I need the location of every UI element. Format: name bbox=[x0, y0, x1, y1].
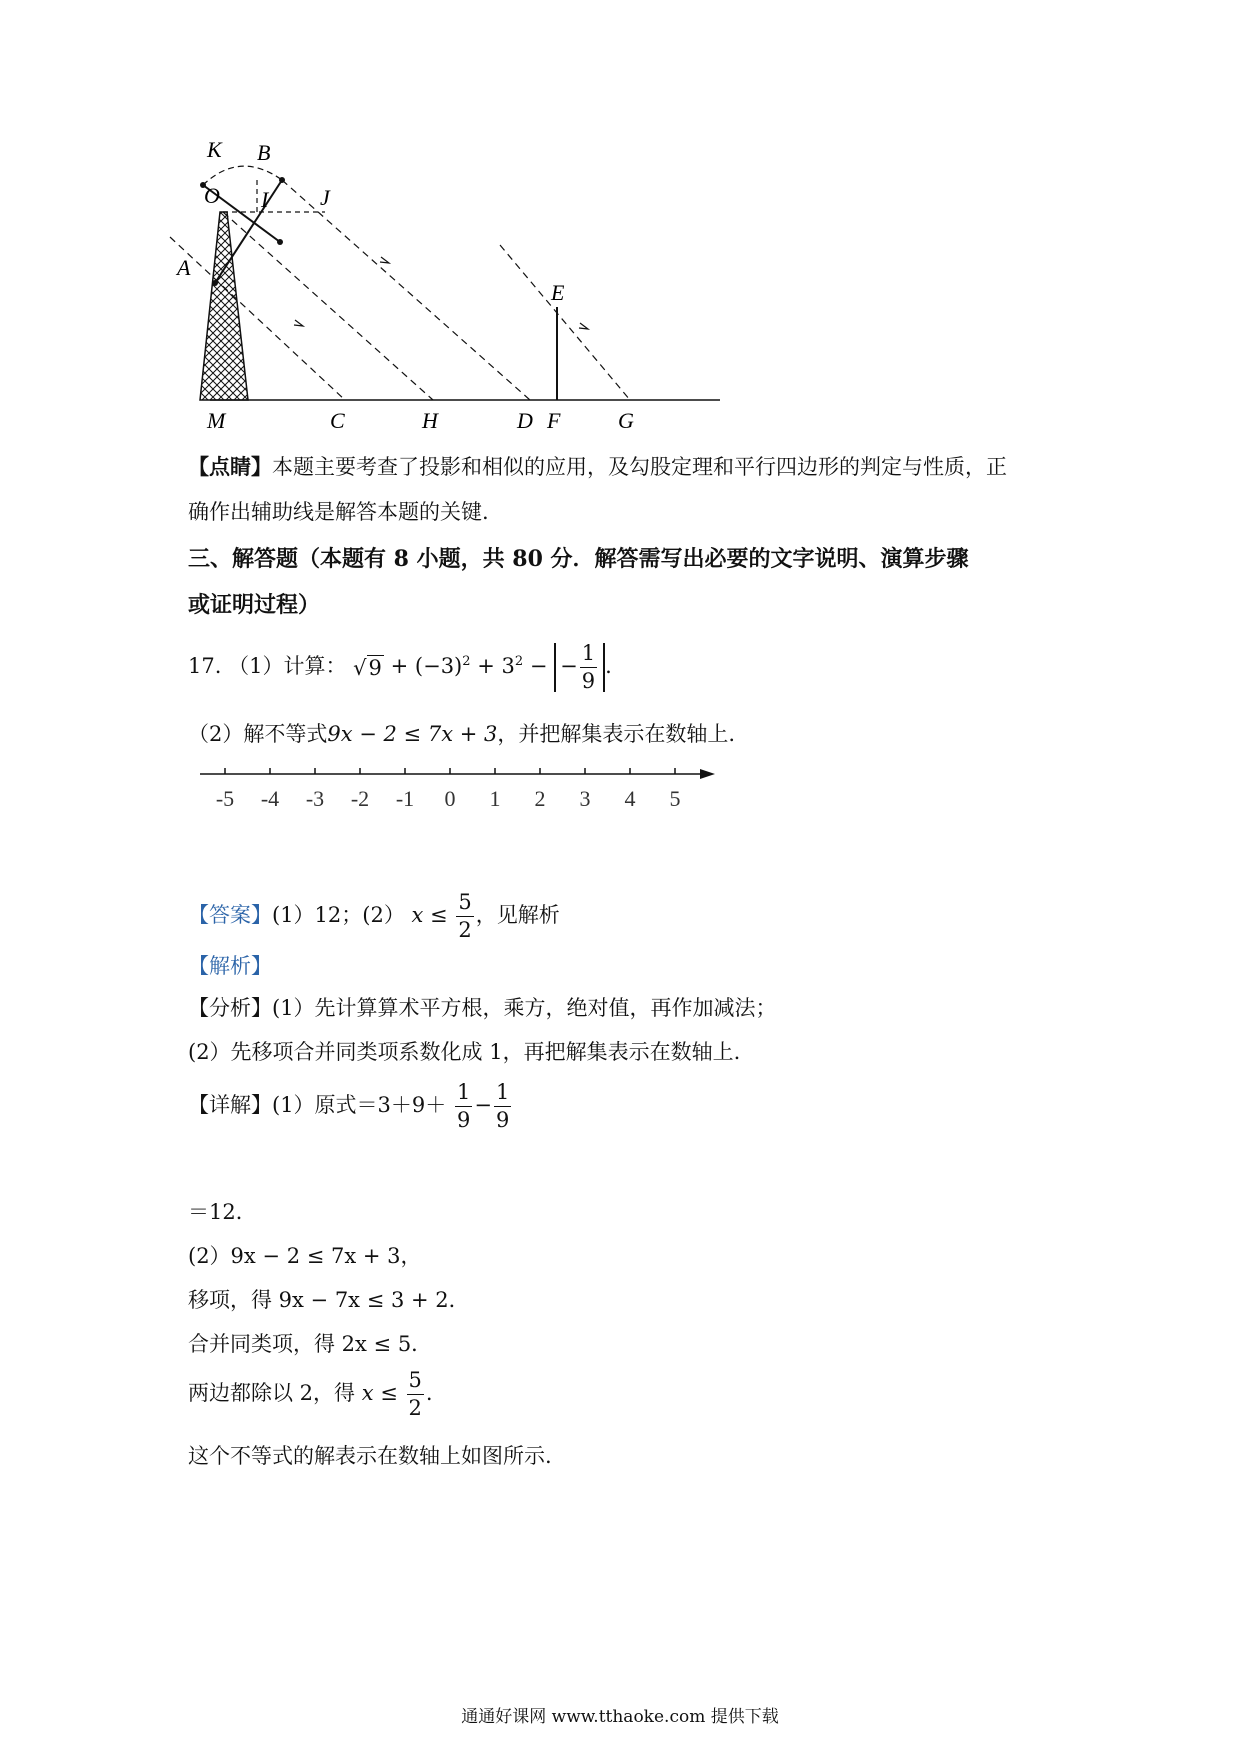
result-line: ＝12． bbox=[188, 1200, 257, 1224]
label-k: K bbox=[207, 137, 222, 162]
q17-part2: （2）解不等式9x − 2 ≤ 7x + 3，并把解集表示在数轴上. bbox=[188, 722, 736, 746]
label-d: D bbox=[517, 408, 533, 433]
label-f: F bbox=[547, 408, 561, 433]
answer-line: 【答案】(1）12；(2） x ≤ $\frac{5}{2}$ ，见解析 bbox=[188, 890, 560, 942]
footer-text: 通通好课网 www.tthaoke.com 提供下载 bbox=[461, 1707, 779, 1727]
number-line-label: -4 bbox=[260, 786, 280, 811]
label-o: O bbox=[204, 183, 220, 208]
number-line bbox=[195, 762, 715, 822]
fenxi-line-2: (2）先移项合并同类项系数化成 1，再把解集表示在数轴上. bbox=[188, 1040, 741, 1064]
section-heading-1: 三、解答题（本题有 8 小题，共 80 分．解答需写出必要的文字说明、演算步骤 bbox=[188, 546, 969, 572]
label-a: A bbox=[177, 255, 191, 280]
number-line-label: 3 bbox=[579, 786, 591, 811]
number-line-label: -3 bbox=[305, 786, 325, 811]
number-line-label: -2 bbox=[350, 786, 370, 811]
step-2: 移项，得 9x − 7x ≤ 3 + 2． bbox=[188, 1288, 470, 1312]
label-b: B bbox=[257, 140, 271, 165]
comment-line-2: 确作出辅助线是解答本题的关键. bbox=[188, 500, 489, 524]
label-m: M bbox=[207, 408, 226, 433]
step-3: 合并同类项，得 2x ≤ 5． bbox=[188, 1332, 433, 1356]
label-i: I bbox=[261, 187, 269, 212]
ray-e-g bbox=[500, 245, 630, 400]
number-line-label: 2 bbox=[534, 786, 546, 811]
tower bbox=[200, 212, 248, 400]
label-g: G bbox=[618, 408, 634, 433]
comment-line-1: 【点睛】本题主要考查了投影和相似的应用，及勾股定理和平行四边形的判定与性质，正 bbox=[188, 454, 1007, 479]
label-c: C bbox=[330, 408, 345, 433]
label-e: E bbox=[551, 280, 565, 305]
ray-o-h bbox=[223, 212, 433, 400]
number-line-label: -1 bbox=[395, 786, 415, 811]
number-line-label: 5 bbox=[669, 786, 681, 811]
step-5: 这个不等式的解表示在数轴上如图所示. bbox=[188, 1444, 552, 1468]
label-h: H bbox=[422, 408, 438, 433]
number-line-label: -5 bbox=[215, 786, 235, 811]
label-j: J bbox=[320, 185, 330, 210]
step-1: (2）9x − 2 ≤ 7x + 3， bbox=[188, 1244, 422, 1268]
q17-part1: 17. （1）计算： $√9 + (-3)^2 + 3^2$ − − $\frac{1}{9}$ . bbox=[188, 641, 612, 693]
ray-b-d bbox=[282, 180, 530, 400]
ray-a-c bbox=[170, 237, 345, 400]
number-line-label: 0 bbox=[444, 786, 456, 811]
section-heading-2: 或证明过程） bbox=[188, 592, 321, 618]
number-line-label: 4 bbox=[624, 786, 636, 811]
fenxi-line-1: 【分析】(1）先计算算术平方根，乘方，绝对值，再作加减法； bbox=[188, 996, 777, 1020]
step-4: 两边都除以 2，得 x ≤ $\frac{5}{2}$ . bbox=[188, 1368, 433, 1420]
number-line-label: 1 bbox=[489, 786, 501, 811]
analysis-tag: 【解析】 bbox=[188, 954, 272, 978]
detail-line-1: 【详解】(1）原式＝3＋9＋ $\frac{1}{9}$ − $\frac{1}{9}$ bbox=[188, 1080, 510, 1132]
geometry-figure bbox=[177, 137, 730, 435]
